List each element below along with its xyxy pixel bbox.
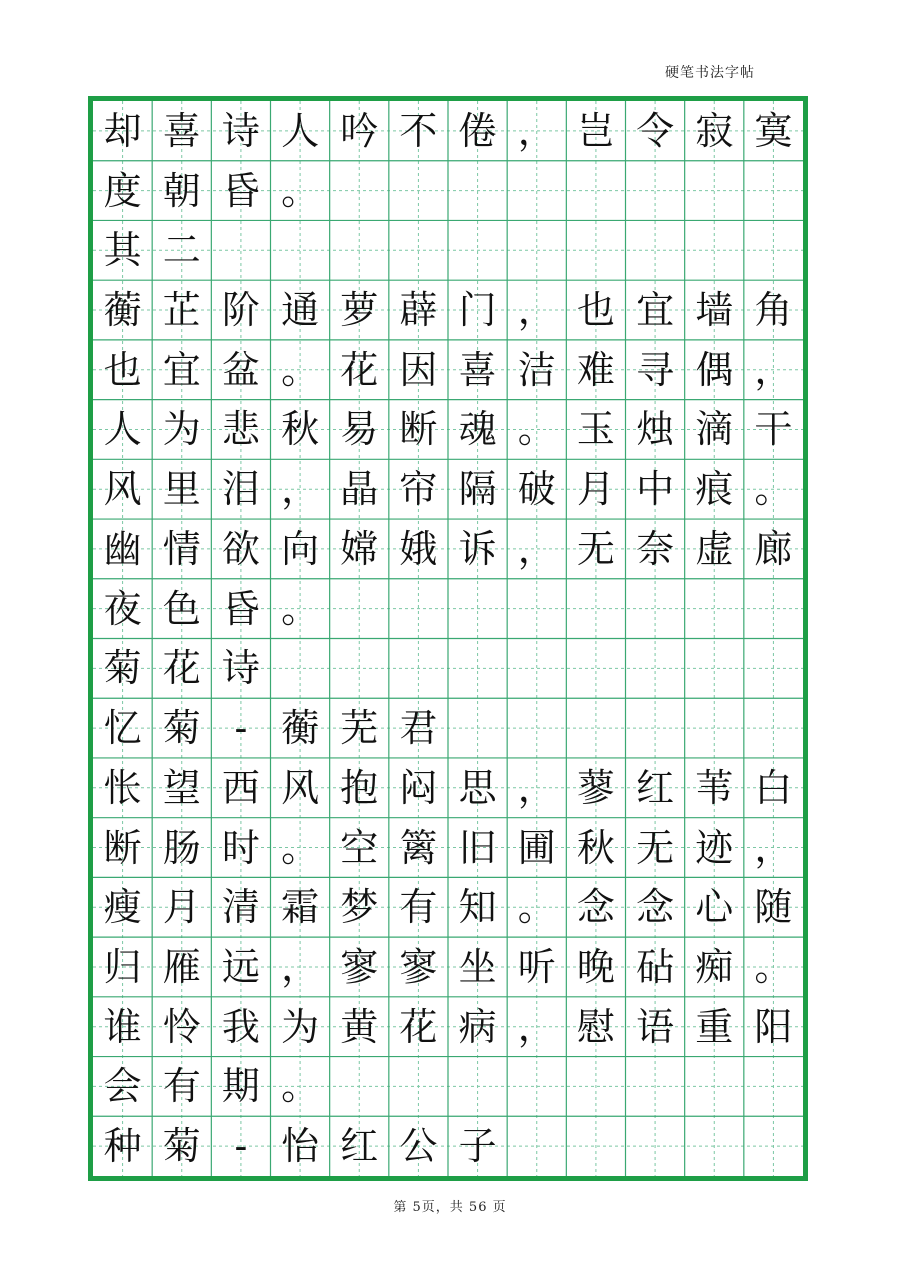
grid-cell: 墙: [695, 288, 734, 333]
grid-cell: [507, 1116, 566, 1176]
grid-cell: 蓼: [576, 765, 615, 810]
grid-cell: 易: [340, 407, 379, 452]
grid-cell: 。: [281, 586, 320, 631]
grid-cell: [626, 639, 685, 699]
grid-row: [93, 340, 803, 400]
grid-cell: [566, 161, 625, 221]
grid-cell: 为: [281, 1004, 320, 1049]
grid-cell: 二: [162, 228, 201, 273]
grid-cell: 萝: [340, 288, 379, 333]
grid-cell: 公: [399, 1124, 438, 1169]
grid-cell: ，: [281, 944, 320, 989]
grid-cell: 秋: [576, 825, 615, 870]
grid-cell: 怡: [281, 1124, 320, 1169]
grid-cell: 宜: [162, 347, 201, 392]
grid-cell: 寞: [754, 108, 793, 153]
grid-cell: 霜: [281, 885, 320, 930]
grid-cell: 也: [576, 288, 615, 333]
grid-cell: 语: [636, 1004, 675, 1049]
grid-cell: [685, 1057, 744, 1117]
grid-cell: 坐: [458, 944, 497, 989]
grid-cell: 喜: [162, 108, 201, 153]
grid-cell: [744, 1116, 803, 1176]
grid-cell: 旧: [458, 825, 497, 870]
grid-row: [93, 220, 803, 280]
grid-cell: 寥: [340, 944, 379, 989]
grid-cell: 倦: [458, 108, 497, 153]
grid-cell: 角: [754, 288, 793, 333]
grid-row: [93, 519, 803, 579]
grid-cell: -: [234, 1124, 248, 1169]
grid-cell: ，: [517, 1004, 556, 1049]
grid-cell: 梦: [340, 885, 379, 930]
grid-cell: [448, 1057, 507, 1117]
grid-cell: 西: [221, 765, 260, 810]
grid-cell: [330, 1057, 389, 1117]
grid-cell: 怅: [103, 765, 142, 810]
grid-cell: 有: [162, 1064, 201, 1109]
grid-cell: [507, 579, 566, 639]
grid-cell: 昏: [221, 586, 260, 631]
grid-cell: 抱: [340, 765, 379, 810]
grid-cell: 吟: [340, 108, 379, 153]
grid-cell: [685, 579, 744, 639]
grid-cell: [507, 698, 566, 758]
grid-cell: [744, 698, 803, 758]
grid-cell: 烛: [636, 407, 675, 452]
grid-cell: 薜: [399, 288, 438, 333]
grid-cell: 迹: [695, 825, 734, 870]
grid-row: [93, 400, 803, 460]
grid-cell: 痕: [695, 467, 734, 512]
practice-grid: [93, 101, 803, 1176]
grid-cell: 病: [458, 1004, 497, 1049]
grid-cell: 朝: [162, 168, 201, 213]
grid-cell: [448, 579, 507, 639]
grid-cell: ，: [517, 288, 556, 333]
grid-cell: 芷: [162, 288, 201, 333]
grid-cell: [626, 220, 685, 280]
grid-cell: 晚: [576, 944, 615, 989]
grid-cell: 芜: [340, 706, 379, 751]
grid-cell: 白: [754, 765, 793, 810]
grid-cell: 怜: [162, 1004, 201, 1049]
grid-cell: 君: [399, 706, 438, 751]
grid-cell: 红: [340, 1124, 379, 1169]
grid-row: [93, 579, 803, 639]
grid-cell: 期: [221, 1064, 260, 1109]
grid-cell: 色: [162, 586, 201, 631]
grid-cell: [271, 220, 330, 280]
grid-cell: 通: [281, 288, 320, 333]
grid-cell: ，: [281, 467, 320, 512]
grid-cell: 晶: [340, 467, 379, 512]
grid-cell: 谁: [103, 1004, 142, 1049]
grid-row: [93, 997, 803, 1057]
grid-cell: 寂: [695, 108, 734, 153]
grid-cell: 红: [636, 765, 675, 810]
grid-cell: 玉: [576, 407, 615, 452]
grid-cell: [685, 161, 744, 221]
grid-cell: 虚: [695, 526, 734, 571]
grid-cell: ，: [517, 526, 556, 571]
grid-cell: 昏: [221, 168, 260, 213]
grid-cell: 念: [576, 885, 615, 930]
grid-cell: 不: [399, 108, 438, 153]
grid-cell: 有: [399, 885, 438, 930]
grid-cell: ，: [754, 347, 793, 392]
grid-cell: 娥: [399, 526, 438, 571]
grid-cell: 度: [103, 168, 142, 213]
grid-cell: [744, 639, 803, 699]
grid-cell: [507, 161, 566, 221]
grid-row: [93, 1116, 803, 1176]
grid-cell: 廊: [754, 526, 793, 571]
grid-cell: ，: [517, 765, 556, 810]
grid-cell: 月: [162, 885, 201, 930]
grid-cell: [211, 220, 270, 280]
grid-cell: 种: [103, 1124, 142, 1169]
grid-cell: [744, 1057, 803, 1117]
grid-cell: [448, 639, 507, 699]
grid-cell: [744, 161, 803, 221]
grid-cell: 干: [754, 407, 793, 452]
grid-cell: 情: [162, 526, 201, 571]
grid-cell: [626, 161, 685, 221]
grid-cell: [566, 639, 625, 699]
grid-cell: 偶: [695, 347, 734, 392]
grid-cell: [685, 220, 744, 280]
grid-cell: 岂: [576, 108, 615, 153]
grid-row: [93, 698, 803, 758]
grid-cell: [566, 220, 625, 280]
grid-cell: [389, 161, 448, 221]
grid-cell: 为: [162, 407, 201, 452]
grid-cell: [389, 579, 448, 639]
grid-cell: 人: [281, 108, 320, 153]
grid-cell: 砧: [636, 944, 675, 989]
grid-cell: -: [234, 706, 248, 751]
grid-cell: 归: [103, 944, 142, 989]
grid-cell: 闷: [399, 765, 438, 810]
grid-cell: 秋: [281, 407, 320, 452]
grid-cell: 欲: [221, 526, 260, 571]
grid-cell: [685, 639, 744, 699]
grid-cell: 诗: [221, 646, 260, 691]
grid-cell: 奈: [636, 526, 675, 571]
grid-cell: 瘦: [103, 885, 142, 930]
grid-cell: [271, 639, 330, 699]
grid-cell: 篱: [399, 825, 438, 870]
grid-cell: 菊: [162, 706, 201, 751]
grid-cell: [389, 220, 448, 280]
grid-cell: 圃: [517, 825, 556, 870]
grid-cell: 也: [103, 347, 142, 392]
grid-cell: 难: [576, 347, 615, 392]
grid-cell: 。: [281, 168, 320, 213]
grid-cell: 远: [221, 944, 260, 989]
grid-cell: 知: [458, 885, 497, 930]
grid-cell: 雁: [162, 944, 201, 989]
grid-cell: 花: [399, 1004, 438, 1049]
grid-cell: [389, 1057, 448, 1117]
grid-cell: 宜: [636, 288, 675, 333]
grid-cell: [389, 639, 448, 699]
grid-cell: 滴: [695, 407, 734, 452]
grid-cell: 里: [162, 467, 201, 512]
grid-cell: 帘: [399, 467, 438, 512]
grid-cell: [626, 579, 685, 639]
grid-cell: [566, 698, 625, 758]
grid-cell: 门: [458, 288, 497, 333]
grid-cell: [744, 220, 803, 280]
grid-cell: [448, 698, 507, 758]
grid-cell: 其: [103, 228, 142, 273]
grid-cell: [507, 220, 566, 280]
grid-cell: 心: [695, 885, 734, 930]
grid-cell: 寻: [636, 347, 675, 392]
grid-cell: ，: [517, 108, 556, 153]
grid-cell: [507, 639, 566, 699]
grid-cell: 子: [458, 1124, 497, 1169]
grid-cell: [566, 1116, 625, 1176]
grid-cell: [626, 1057, 685, 1117]
grid-cell: 幽: [103, 526, 142, 571]
grid-cell: 断: [103, 825, 142, 870]
grid-cell: [330, 579, 389, 639]
grid-cell: [507, 1057, 566, 1117]
grid-cell: 风: [281, 765, 320, 810]
grid-cell: 慰: [576, 1004, 615, 1049]
grid-row: [93, 459, 803, 519]
grid-cell: [330, 220, 389, 280]
grid-cell: 重: [695, 1004, 734, 1049]
grid-cell: 寥: [399, 944, 438, 989]
page-number-footer: 第 5页，共 56 页: [393, 1200, 507, 1215]
grid-cell: 向: [281, 526, 320, 571]
grid-cell: [566, 1057, 625, 1117]
grid-cell: [626, 1116, 685, 1176]
grid-cell: 诗: [221, 108, 260, 153]
grid-cell: 魂: [458, 407, 497, 452]
grid-cell: 。: [517, 885, 556, 930]
grid-cell: 月: [576, 467, 615, 512]
grid-row: [93, 639, 803, 699]
grid-cell: 破: [517, 467, 556, 512]
grid-cell: [330, 639, 389, 699]
grid-cell: 却: [103, 108, 142, 153]
grid-cell: 清: [221, 885, 260, 930]
grid-cell: 诉: [458, 526, 497, 571]
grid-cell: 蘅: [103, 288, 142, 333]
grid-cell: 蘅: [281, 706, 320, 751]
grid-cell: 阳: [754, 1004, 793, 1049]
grid-cell: 菊: [103, 646, 142, 691]
grid-cell: 我: [221, 1004, 260, 1049]
grid-cell: 泪: [221, 467, 260, 512]
grid-row: [93, 818, 803, 878]
grid-cell: 。: [281, 825, 320, 870]
grid-cell: 阶: [221, 288, 260, 333]
grid-cell: 。: [517, 407, 556, 452]
grid-cell: 念: [636, 885, 675, 930]
grid-cell: 。: [281, 1064, 320, 1109]
grid-cell: [566, 579, 625, 639]
grid-cell: 嫦: [340, 526, 379, 571]
grid-cell: 人: [103, 407, 142, 452]
grid-cell: 隔: [458, 467, 497, 512]
grid-row: [93, 937, 803, 997]
grid-cell: 断: [399, 407, 438, 452]
grid-row: [93, 1057, 803, 1117]
grid-cell: 风: [103, 467, 142, 512]
grid-cell: 。: [281, 347, 320, 392]
header-title: 硬笔书法字帖: [665, 65, 755, 81]
grid-cell: 随: [754, 885, 793, 930]
grid-cell: 花: [162, 646, 201, 691]
grid-cell: 忆: [103, 706, 142, 751]
grid-row: [93, 161, 803, 221]
grid-cell: 中: [636, 467, 675, 512]
grid-cell: 无: [576, 526, 615, 571]
grid-cell: [685, 698, 744, 758]
grid-cell: 望: [162, 765, 201, 810]
grid-cell: 。: [754, 944, 793, 989]
grid-row: [93, 101, 803, 161]
grid-cell: 悲: [221, 407, 260, 452]
grid-row: [93, 758, 803, 818]
grid-cell: 痴: [695, 944, 734, 989]
grid-cell: 苇: [695, 765, 734, 810]
grid-cell: 洁: [517, 347, 556, 392]
grid-cell: ，: [754, 825, 793, 870]
grid-cell: 喜: [458, 347, 497, 392]
grid-cell: 因: [399, 347, 438, 392]
grid-cell: [330, 161, 389, 221]
grid-cell: 无: [636, 825, 675, 870]
grid-cell: [685, 1116, 744, 1176]
grid-cell: 肠: [162, 825, 201, 870]
grid-cell: [744, 579, 803, 639]
grid-cell: 菊: [162, 1124, 201, 1169]
grid-cell: 盆: [221, 347, 260, 392]
grid-cell: 令: [636, 108, 675, 153]
grid-cell: [448, 220, 507, 280]
grid-cell: 听: [517, 944, 556, 989]
grid-cell: 花: [340, 347, 379, 392]
grid-cell: 会: [103, 1064, 142, 1109]
grid-cell: 时: [221, 825, 260, 870]
grid-cell: 黄: [340, 1004, 379, 1049]
grid-cell: 。: [754, 467, 793, 512]
grid-cell: [626, 698, 685, 758]
grid-row: [93, 877, 803, 937]
grid-cell: 思: [458, 765, 497, 810]
grid-cell: [448, 161, 507, 221]
grid-cell: 夜: [103, 586, 142, 631]
grid-cell: 空: [340, 825, 379, 870]
grid-row: [93, 280, 803, 340]
